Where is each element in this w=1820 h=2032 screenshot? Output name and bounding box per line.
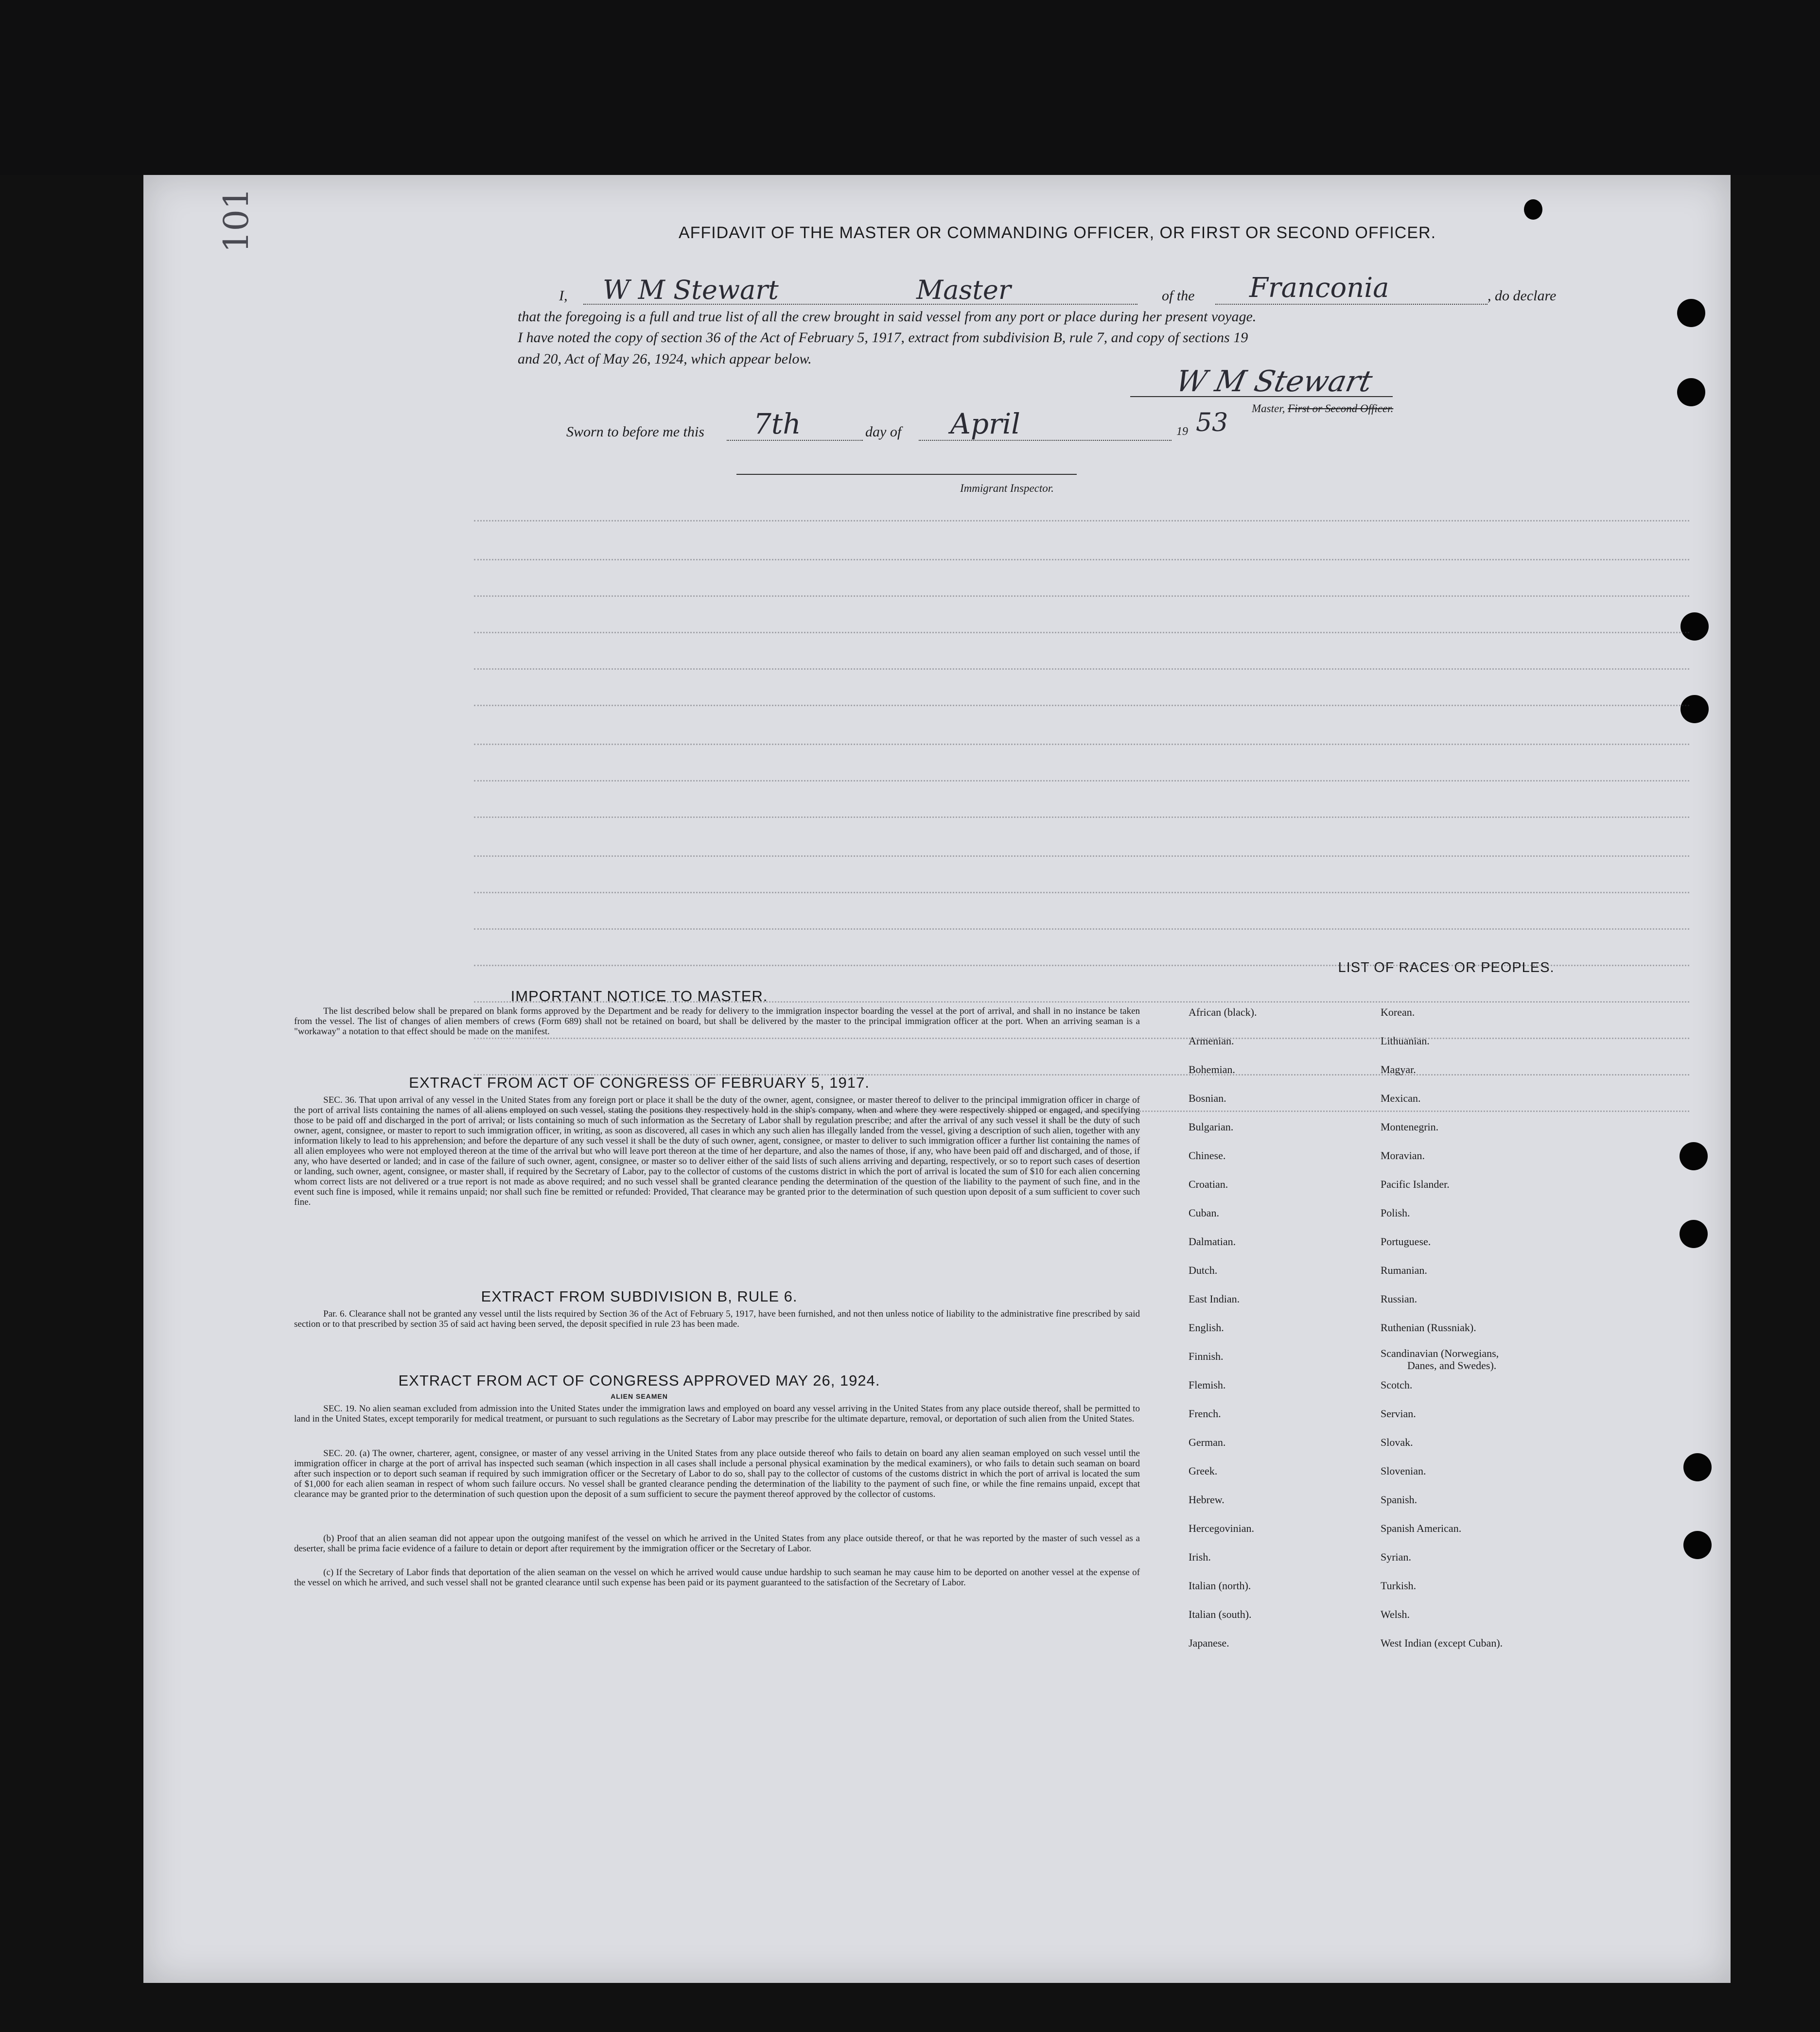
race-item: Armenian. [1189, 1035, 1234, 1047]
race-item: Lithuanian. [1381, 1035, 1430, 1047]
scan-background [0, 0, 1820, 175]
year-handwritten: 53 [1196, 408, 1228, 437]
race-item: Korean. [1381, 1006, 1415, 1018]
race-item: Dalmatian. [1189, 1235, 1236, 1248]
race-item: West Indian (except Cuban). [1381, 1637, 1503, 1649]
vessel-line [1215, 304, 1488, 305]
race-item: East Indian. [1189, 1293, 1240, 1305]
sworn-label: Sworn to before me this [566, 424, 704, 440]
race-item: Rumanian. [1381, 1264, 1427, 1276]
punch-hole [1683, 1453, 1712, 1481]
race-item: Portuguese. [1381, 1235, 1431, 1248]
signature-line [1130, 396, 1393, 397]
race-item: Montenegrin. [1381, 1121, 1439, 1133]
race-item: Syrian. [1381, 1551, 1411, 1563]
extract-1924-sec20b: (b) Proof that an alien seaman did not appear upon the outgoing manifest of the vessel on which he arrived in the United States from any place outside thereof, or that he was reported by the master of such vessel as a deserter, shall be prima facie evidence of a failure to detain or deport after requirement by the immigration officer or the Secretary of Labor. [294, 1533, 1140, 1554]
month-handwritten: April [950, 407, 1020, 440]
document-sheet [143, 175, 1731, 1983]
affidavit-line-2: that the foregoing is a full and true list of all the crew brought in said vessel from any port or place during her present voyage. [518, 309, 1257, 325]
signature-caption-prefix: Master, [1252, 402, 1285, 415]
races-title: LIST OF RACES OR PEOPLES. [1338, 960, 1555, 975]
extract-1924-sec19: SEC. 19. No alien seaman excluded from admission into the United States under the immigration laws and employed on board any vessel arriving in the United States from any place outside thereof, shall be permitted to land in the United States, except temporarily for medical treatment, or pursuant to such regulations as the Secretary of Labor may prescribe for the ultimate departure, removal, or deportation of such alien from the United States. [294, 1404, 1140, 1424]
punch-hole [1677, 378, 1705, 406]
race-item: French. [1189, 1407, 1221, 1420]
punch-hole [1677, 299, 1705, 327]
race-item: Hebrew. [1189, 1494, 1225, 1506]
inspector-line [736, 474, 1077, 475]
notice-body: The list described below shall be prepared on blank forms approved by the Department and be ready for delivery to the immigration inspector boarding the vessel at the port of arrival, and shall in no instance be taken from the vessel. The list of changes of alien members of crews (Form 689) shall not be retained on board, but shall be delivered by the master to the principal immigration officer at the port. When an arriving seaman is a "workaway" a notation to that effect should be made on the manifest. [294, 1006, 1140, 1037]
race-item: Slovenian. [1381, 1465, 1426, 1477]
race-item: Polish. [1381, 1207, 1410, 1219]
affidavit-i-label: I, [559, 288, 568, 304]
race-item: German. [1189, 1436, 1226, 1448]
day-of-label: day of [865, 424, 902, 440]
master-rank-handwritten: Master [916, 275, 1011, 305]
race-item: Welsh. [1381, 1608, 1410, 1620]
signature-caption [1252, 402, 1393, 415]
race-item-continuation: Danes, and Swedes). [1407, 1359, 1497, 1372]
race-item: Scandinavian (Norwegians, [1381, 1347, 1499, 1359]
extract-1917-body: SEC. 36. That upon arrival of any vessel in the United States from any foreign port or place it shall be the duty of the owner, agent, consignee, or master thereof to deliver to the principal immigration officer in charge of the port of arrival lists containing the names of all aliens employed on such vessel, stating the positions they respectively hold in the ship's company, when and where they were respectively shipped or engaged, and specifying those to be paid off and discharged in the port of arrival; or lists containing so much of such information as the Secretary of Labor shall by regulation prescribe; and after the arrival of any such vessel it shall be the duty of such owner, agent, consignee, or master to report to such immigration officer, in writing, as soon as discovered, all cases in which any such alien has illegally landed from the vessel, giving a description of such alien, together with any information likely to lead to his apprehension; and before the departure of any such vessel it shall be the duty of such owner, agent, consignee, or master to deliver to such immigration officer a further list containing the names of all alien employees who were not employed thereon at the time of the arrival but who will leave port thereon at the time of her departure, and also the names of those, if any, who have been paid off and discharged, and of those, if any, who have deserted or landed; and in case of the failure of such owner, agent, consignee, or master so to deliver either of the said lists of such aliens arriving and departing, respectively, or so to report such cases of desertion or landing, such owner, agent, consignee, or master shall, if required by the Secretary of Labor, pay to the collector of customs of the customs district in which the port of arrival is located the sum of $10 for each alien concerning whom correct lists are not delivered or a true report is not made as above required; and no such vessel shall be granted clearance pending the determination of the question of the liability to the payment of such fine, and in the event such fine is imposed, while it remains unpaid; nor shall such fine be remitted or refunded: Provided, That clearance may be granted prior to the determination of such question upon deposit of a sum sufficient to cover such fine. [294, 1095, 1140, 1207]
race-item: Chinese. [1189, 1149, 1226, 1162]
margin-note: 101 [216, 188, 256, 253]
race-item: Ruthenian (Russniak). [1381, 1321, 1476, 1334]
of-the-label: of the [1162, 288, 1195, 304]
extract-1924-title: EXTRACT FROM ACT OF CONGRESS APPROVED MAY 26, 1924. [398, 1372, 880, 1389]
master-name-handwritten: W M Stewart [603, 275, 779, 305]
affidavit-line-3: I have noted the copy of section 36 of the Act of February 5, 1917, extract from subdivision B, rule 7, and copy of sections 19 [518, 330, 1248, 346]
race-item: Bulgarian. [1189, 1121, 1234, 1133]
inspector-caption: Immigrant Inspector. [960, 482, 1054, 494]
punch-hole [1683, 1531, 1712, 1559]
subdivision-b-body: Par. 6. Clearance shall not be granted any vessel until the lists required by Section 36 of the Act of February 5, 1917, have been furnished, and not then unless notice of liability to the administrative fine prescribed by said section or to that prescribed by section 35 of said act having been served, the deposit specified in rule 23 has been made. [294, 1309, 1140, 1329]
race-item: Turkish. [1381, 1580, 1417, 1592]
extract-1924-sec20c: (c) If the Secretary of Labor finds that deportation of the alien seaman on the vessel on which he arrived would cause undue hardship to such seaman he may cause him to be deported on another vessel at the expense of the vessel on which he arrived, and such vessel shall not be granted clearance until such expense has been paid or its payment guaranteed to the satisfaction of the Secretary of Labor. [294, 1567, 1140, 1588]
subdivision-b-title: EXTRACT FROM SUBDIVISION B, RULE 6. [481, 1288, 798, 1305]
race-item: Greek. [1189, 1465, 1218, 1477]
punch-hole [1524, 199, 1542, 220]
extract-1924-sec20a: SEC. 20. (a) The owner, charterer, agent, consignee, or master of any vessel arriving in the United States from any place outside thereof who fails to detain on board any alien seaman employed on such vessel until the immigration officer in charge at the port of arrival has inspected such seaman (which inspection in all cases shall include a personal physical examination by the medical examiners), or who fails to detain such seaman on board after such inspection or to deport such seaman if required by such immigration officer or the Secretary of Labor to do so, shall pay to the collector of customs of the customs district in which the port of arrival is located the sum of $1,000 for each alien seaman in respect of whom such failure occurs. No vessel shall be granted clearance pending the determination of the liability to the payment of such fine, or while the fine remains unpaid, except that clearance may be granted prior to the determination of such question upon the deposit of a sum sufficient to secure the payment thereof approved by the collector of customs. [294, 1448, 1140, 1499]
race-item: Dutch. [1189, 1264, 1218, 1276]
extract-1917-title: EXTRACT FROM ACT OF CONGRESS OF FEBRUARY 5, 1917. [409, 1074, 870, 1091]
race-item: Irish. [1189, 1551, 1211, 1563]
day-handwritten: 7th [753, 407, 801, 440]
race-item: Finnish. [1189, 1350, 1224, 1362]
race-item: Spanish American. [1381, 1522, 1462, 1534]
do-declare-label: , do declare [1488, 288, 1557, 304]
bleed-through-rows [474, 491, 1689, 1147]
race-item: Flemish. [1189, 1379, 1226, 1391]
signature-handwritten: W M Stewart [1172, 365, 1376, 399]
race-item: Spanish. [1381, 1494, 1418, 1506]
race-item: Hercegovinian. [1189, 1522, 1254, 1534]
race-item: Magyar. [1381, 1063, 1416, 1076]
race-item: African (black). [1189, 1006, 1257, 1018]
race-item: Mexican. [1381, 1092, 1421, 1104]
race-item: Italian (north). [1189, 1580, 1251, 1592]
race-item: Moravian. [1381, 1149, 1425, 1162]
punch-hole [1680, 1220, 1708, 1248]
year-prefix: 19 [1176, 425, 1188, 438]
race-item: Japanese. [1189, 1637, 1229, 1649]
affidavit-line-4: and 20, Act of May 26, 1924, which appear below. [518, 351, 812, 367]
extract-1924-subtitle: ALIEN SEAMEN [611, 1392, 668, 1400]
race-item: Russian. [1381, 1293, 1418, 1305]
affidavit-title: AFFIDAVIT OF THE MASTER OR COMMANDING OFFICER, OR FIRST OR SECOND OFFICER. [678, 224, 1436, 242]
race-item: Slovak. [1381, 1436, 1413, 1448]
race-item: Scotch. [1381, 1379, 1413, 1391]
race-item: Croatian. [1189, 1178, 1228, 1190]
race-item: Cuban. [1189, 1207, 1219, 1219]
race-item: Pacific Islander. [1381, 1178, 1450, 1190]
race-item: Italian (south). [1189, 1608, 1252, 1620]
race-item: Bosnian. [1189, 1092, 1226, 1104]
vessel-name-handwritten: Franconia [1249, 272, 1389, 304]
notice-title: IMPORTANT NOTICE TO MASTER. [510, 988, 768, 1005]
signature-caption-struck: First or Second Officer. [1288, 402, 1394, 415]
race-item: English. [1189, 1321, 1224, 1334]
race-item: Servian. [1381, 1407, 1416, 1420]
race-item: Bohemian. [1189, 1063, 1235, 1076]
